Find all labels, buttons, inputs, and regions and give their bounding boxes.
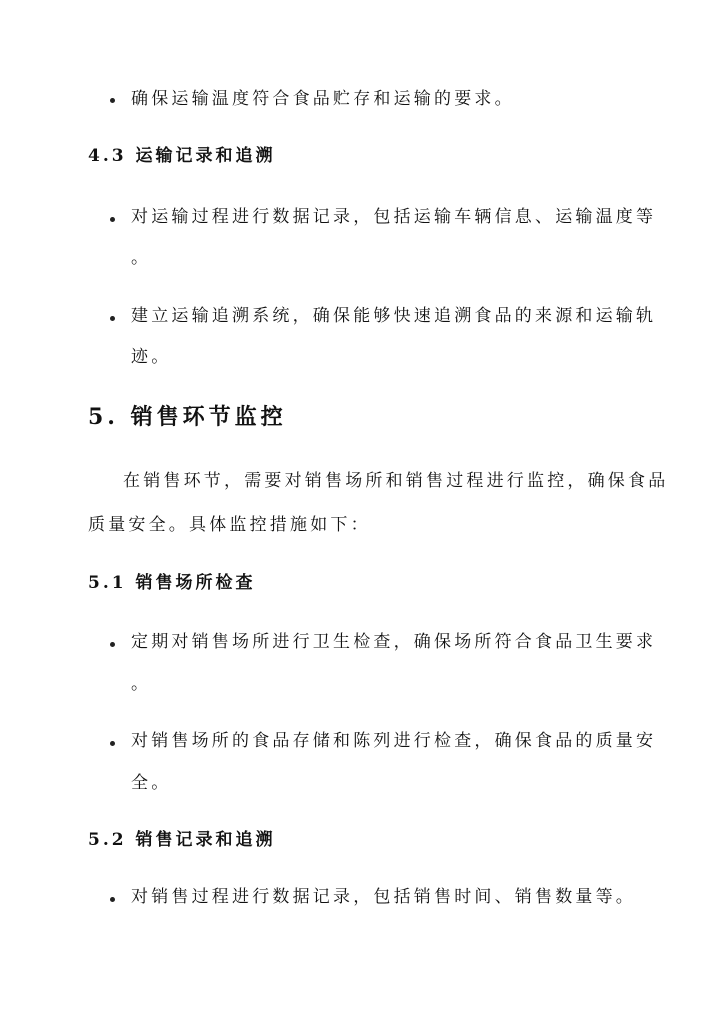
section-heading-5-1: 5.1 销售场所检查 xyxy=(88,573,256,593)
bullet-marker xyxy=(110,316,115,321)
section-heading-4-3: 4.3 运输记录和追溯 xyxy=(88,146,276,166)
bullet-marker xyxy=(110,98,115,103)
bullet-text-continuation: 。 xyxy=(131,248,152,268)
bullet-marker xyxy=(110,217,115,222)
bullet-text: 对销售过程进行数据记录，包括销售时间、销售数量等。 xyxy=(131,887,636,907)
bullet-marker xyxy=(110,642,115,647)
section-heading-5-2: 5.2 销售记录和追溯 xyxy=(88,830,276,850)
bullet-text-continuation: 迹。 xyxy=(131,347,172,367)
bullet-text: 定期对销售场所进行卫生检查，确保场所符合食品卫生要求 xyxy=(131,632,657,652)
bullet-marker xyxy=(110,897,115,902)
paragraph-text: 在销售环节，需要对销售场所和销售过程进行监控，确保食品 xyxy=(123,471,669,491)
bullet-text: 建立运输追溯系统，确保能够快速追溯食品的来源和运输轨 xyxy=(131,306,657,326)
bullet-text-continuation: 全。 xyxy=(131,773,172,793)
bullet-text-continuation: 。 xyxy=(131,674,152,694)
section-heading-5: 5. 销售环节监控 xyxy=(88,404,287,430)
bullet-text: 确保运输温度符合食品贮存和运输的要求。 xyxy=(131,89,515,109)
bullet-marker xyxy=(110,741,115,746)
bullet-text: 对销售场所的食品存储和陈列进行检查，确保食品的质量安 xyxy=(131,731,657,751)
paragraph-text: 质量安全。具体监控措施如下： xyxy=(88,515,371,535)
bullet-text: 对运输过程进行数据记录，包括运输车辆信息、运输温度等 xyxy=(131,207,657,227)
